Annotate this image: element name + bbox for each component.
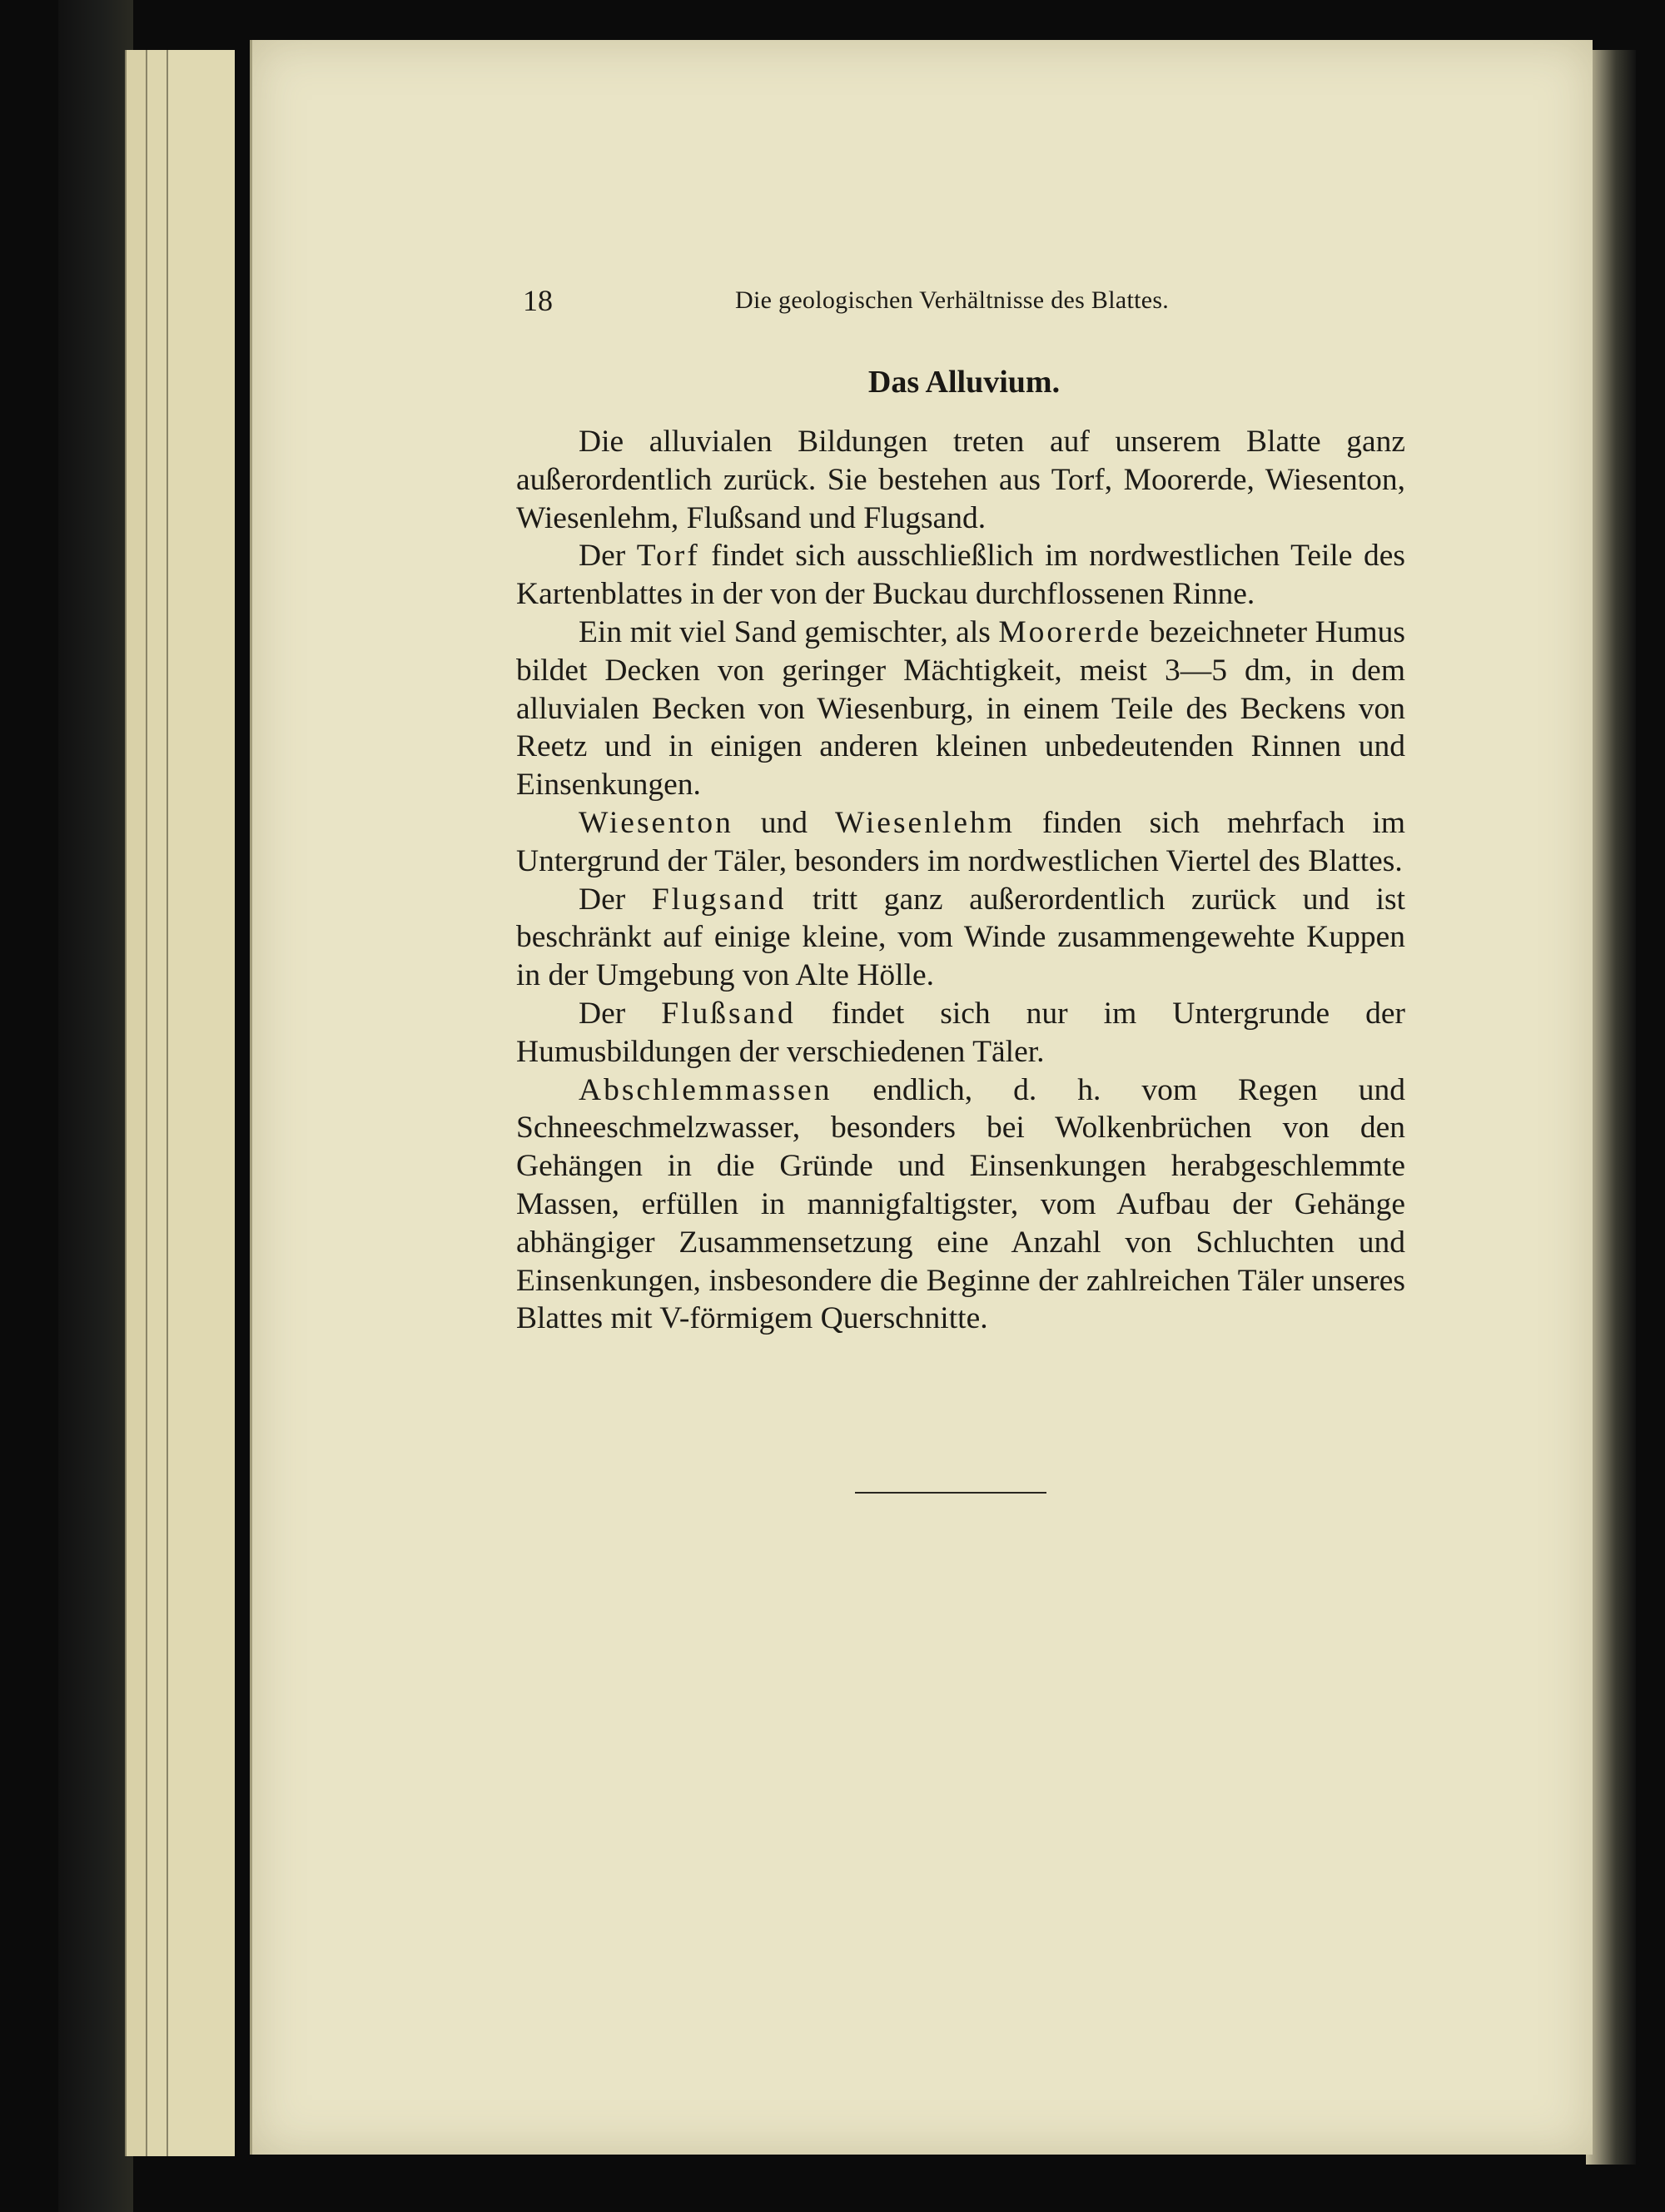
text-run: Der [579,882,652,917]
spaced-term: Flugsand [651,882,787,917]
text-run: tritt ganz außerordentlich zurück und ist beschränkt auf einige kleine, vom Winde zusammengewehte Kuppen in der Umgebung von Alte Hölle. [516,882,1405,993]
text-run: findet sich nur im Untergrunde der Humusbildungen der verschiedenen Täler. [516,996,1406,1069]
paragraph [516,614,1405,804]
page-number: 18 [523,284,553,317]
text-run: findet sich ausschließlich im nordwestlichen Teile des Kartenblattes in der von der Buckau durchflossenen Rinne. [516,539,1405,612]
text-run: finden sich mehrfach im Untergrund der Täler, besonders im nordwestlichen Viertel des Blattes. [516,805,1406,878]
paragraph [516,423,1405,537]
spaced-term: Wiesenton [579,805,733,840]
book-cover-edge [58,0,133,2212]
spaced-term: Flußsand [661,996,796,1031]
right-gutter-shadow [1586,50,1636,2165]
spaced-term: Wiesenlehm [834,805,1015,840]
text-run: bezeichneter Humus bildet Decken von geringer Mächtigkeit, meist 3—5 dm, in dem alluvialen Becken von Wiesenburg, in einem Teile des Beckens von Reetz und in einigen anderen kleinen unbedeutenden Rinnen und Einsenkungen. [516,614,1405,803]
paragraph [516,1071,1405,1339]
section-title: Das Alluvium. [867,365,1061,400]
spaced-term: Torf [636,539,700,574]
text-run: und [733,805,835,840]
text-run: Der [579,996,662,1031]
text-run: Die alluvialen Bildungen treten auf unserem Blatte ganz außerordentlich zurück. Sie bestehen aus Torf, Moorerde, Wiesenton, Wiesenlehm, Flußsand und Flugsand. [516,425,1405,535]
spaced-term: Abschlemmassen [579,1072,832,1107]
page-edge [166,50,235,2156]
text-run: Der [579,539,637,574]
running-head [523,283,1405,320]
spaced-term: Moorerde [998,614,1142,649]
paragraph [516,804,1405,881]
running-title: Die geologischen Verhältnisse des Blattes. [735,286,1170,314]
text-run: Ein mit viel Sand gemischter, als [579,614,999,649]
end-rule [855,1492,1046,1494]
paragraph [516,881,1405,995]
text-run: endlich, d. h. vom Regen und Schneeschmelzwasser, besonders bei Wolkenbrüchen von den Gehängen in die Gründe und Einsenkungen herabgeschlemmte Massen, erfüllen in mannigfaltigster, vom Aufbau der Gehänge abhängiger Zusammensetzung eine Anzahl von Schluchten und Einsenkungen, insbesondere die Beginne der zahlreichen Täler unseres Blattes mit V-förmigem Querschnitte. [516,1072,1405,1336]
paragraph [516,995,1405,1071]
body-text [516,423,1405,1338]
paragraph [516,537,1405,614]
